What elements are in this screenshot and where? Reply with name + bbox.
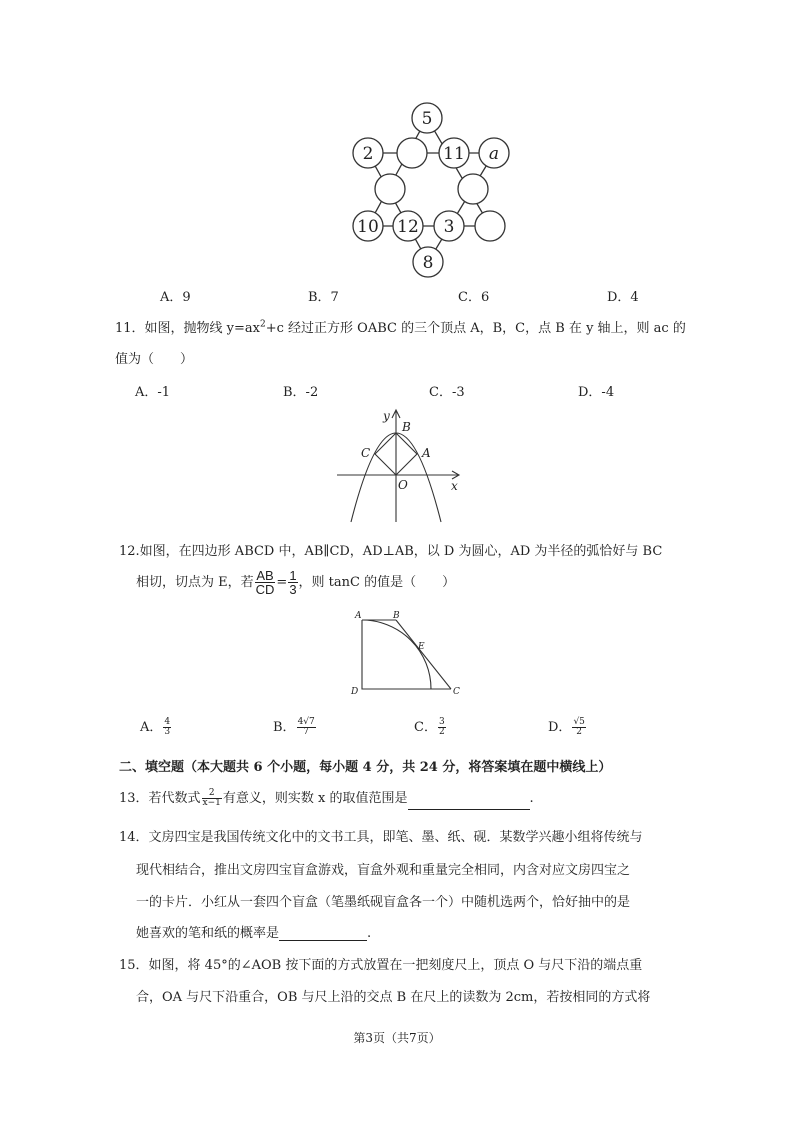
q15-line2: 合，OA 与尺下沿重合，OB 与尺上沿的交点 B 在尺上的读数为 2cm，若按相同的方式将 xyxy=(136,990,651,1005)
q14-line4 xyxy=(136,922,371,941)
q12-option-b-letter: B． xyxy=(273,720,296,735)
q11-label-c: C xyxy=(361,446,371,460)
q14-line3: 一的卡片．小红从一套四个盲盒（笔墨纸砚盲盒各一个）中随机选两个，恰好抽中的是 xyxy=(136,895,631,910)
q10-value-bottom: 8 xyxy=(422,253,434,273)
q10-option-a: A．9 xyxy=(160,290,191,305)
q13-fraction xyxy=(202,789,222,808)
q11-label-b: B xyxy=(402,420,411,434)
section2-heading: 二、填空题（本大题共 6 个小题，每小题 4 分，共 24 分，将答案填在题中横线上） xyxy=(119,760,612,775)
q12-line2-prefix: 相切，切点为 E，若 xyxy=(136,575,254,590)
q12-option-a-fraction xyxy=(163,718,171,737)
q13-line xyxy=(119,788,534,810)
q12-option-b-den: 7 xyxy=(303,727,310,737)
q12-label-c: C xyxy=(453,687,460,697)
q12-label-e: E xyxy=(418,642,425,652)
q12-option-d-fraction xyxy=(572,718,585,737)
q12-option-c-letter: C． xyxy=(414,720,437,735)
q11-exponent: 2 xyxy=(260,319,266,330)
q12-equals: = xyxy=(276,575,288,590)
q12-option-a-letter: A． xyxy=(140,720,163,735)
q12-option-b xyxy=(273,716,317,737)
q12-option-a-den: 3 xyxy=(164,727,171,737)
q12-ratio-one-third xyxy=(288,569,297,596)
q13-frac-num: 2 xyxy=(202,789,222,799)
q13-frac-den: x−1 xyxy=(202,798,221,808)
q10-value-inner-bottom-right: 3 xyxy=(443,217,455,237)
q12-label-d: D xyxy=(351,687,359,697)
q12-line2-suffix: ，则 tanC 的值是（ ） xyxy=(298,575,456,590)
q11-line1-suffix: +c 经过正方形 OABC 的三个顶点 A，B，C，点 B 在 y 轴上，则 ac 的 xyxy=(265,321,686,336)
q10-value-top: 5 xyxy=(421,109,433,129)
q12-frac-cd: CD xyxy=(255,582,275,597)
q12-line1: 12.如图，在四边形 ABCD 中，AB∥CD，AD⊥AB，以 D 为圆心，AD 为半径的弧恰好与 BC xyxy=(119,544,663,559)
q12-quadrilateral-figure xyxy=(345,608,465,700)
q12-option-c xyxy=(414,716,447,737)
q11-label-a: A xyxy=(422,446,431,460)
q12-label-b: B xyxy=(393,611,400,621)
q14-end: . xyxy=(367,926,372,941)
q11-option-d: D．-4 xyxy=(578,385,615,400)
q12-option-d-num: √5 xyxy=(573,717,585,727)
q11-option-a: A．-1 xyxy=(135,385,171,400)
q12-option-c-den: 2 xyxy=(438,727,445,737)
q14-line1: 14．文房四宝是我国传统文化中的文书工具，即笔、墨、纸、砚．某数学兴趣小组将传统与 xyxy=(119,830,643,845)
q10-value-inner-bottom-left: 12 xyxy=(397,217,419,237)
q12-frac-1: 1 xyxy=(289,568,297,583)
q13-end: . xyxy=(529,791,534,806)
q11-line2: 值为（ ） xyxy=(115,352,194,367)
q13-prefix: 13．若代数式 xyxy=(119,791,201,806)
q12-option-a xyxy=(140,716,172,737)
q10-value-left-bottom: 10 xyxy=(357,217,379,237)
q10-value-inner-top-right: 11 xyxy=(443,144,465,164)
q12-ratio-ab-cd xyxy=(255,569,276,596)
q10-option-c: C．6 xyxy=(458,290,490,305)
q12-option-d-den: 2 xyxy=(576,727,583,737)
q14-line2: 现代相结合，推出文房四宝盲盒游戏，盲盒外观和重量完全相同，内含对应文房四宝之 xyxy=(136,863,631,878)
q15-line1: 15．如图，将 45°的∠AOB 按下面的方式放置在一把刻度尺上，顶点 O 与尺下沿的端点重 xyxy=(119,958,643,973)
q11-line1-prefix: 11．如图，抛物线 y=ax xyxy=(115,321,260,336)
q10-circle-inner-right xyxy=(458,174,488,204)
q10-circle-inner-top-left xyxy=(397,138,427,168)
q10-value-right-top: a xyxy=(488,144,500,164)
q12-option-c-fraction xyxy=(438,718,446,737)
q14-answer-blank[interactable] xyxy=(279,926,367,941)
q11-option-b: B．-2 xyxy=(283,385,319,400)
q12-option-c-num: 3 xyxy=(438,717,445,727)
q10-option-d: D．4 xyxy=(607,290,639,305)
q10-circle-inner-left xyxy=(375,174,405,204)
q11-label-y: y xyxy=(383,409,390,423)
q12-option-a-num: 4 xyxy=(164,717,171,727)
q12-line2 xyxy=(136,569,455,596)
q11-parabola-figure xyxy=(335,405,470,527)
q12-frac-ab: AB xyxy=(256,568,274,583)
q10-star-figure xyxy=(340,95,530,280)
q12-frac-3: 3 xyxy=(289,582,297,597)
q11-label-x: x xyxy=(451,479,458,493)
q11-line1 xyxy=(115,317,686,336)
q13-suffix: 有意义，则实数 x 的取值范围是 xyxy=(222,791,408,806)
q12-option-d-letter: D． xyxy=(548,720,572,735)
q12-option-b-fraction xyxy=(297,718,316,737)
q12-label-a: A xyxy=(355,611,362,621)
q12-option-b-num: 4√7 xyxy=(297,717,315,727)
q10-circle-right-bottom xyxy=(475,211,505,241)
q14-line4-prefix: 她喜欢的笔和纸的概率是 xyxy=(136,926,280,941)
q12-option-d xyxy=(548,716,587,737)
q11-option-c: C．-3 xyxy=(429,385,465,400)
q10-option-b: B．7 xyxy=(308,290,339,305)
q10-value-left-top: 2 xyxy=(362,144,374,164)
q13-answer-blank[interactable] xyxy=(408,795,530,810)
q11-label-o: O xyxy=(398,478,408,492)
page-footer: 第3页（共7页） xyxy=(353,1031,441,1045)
